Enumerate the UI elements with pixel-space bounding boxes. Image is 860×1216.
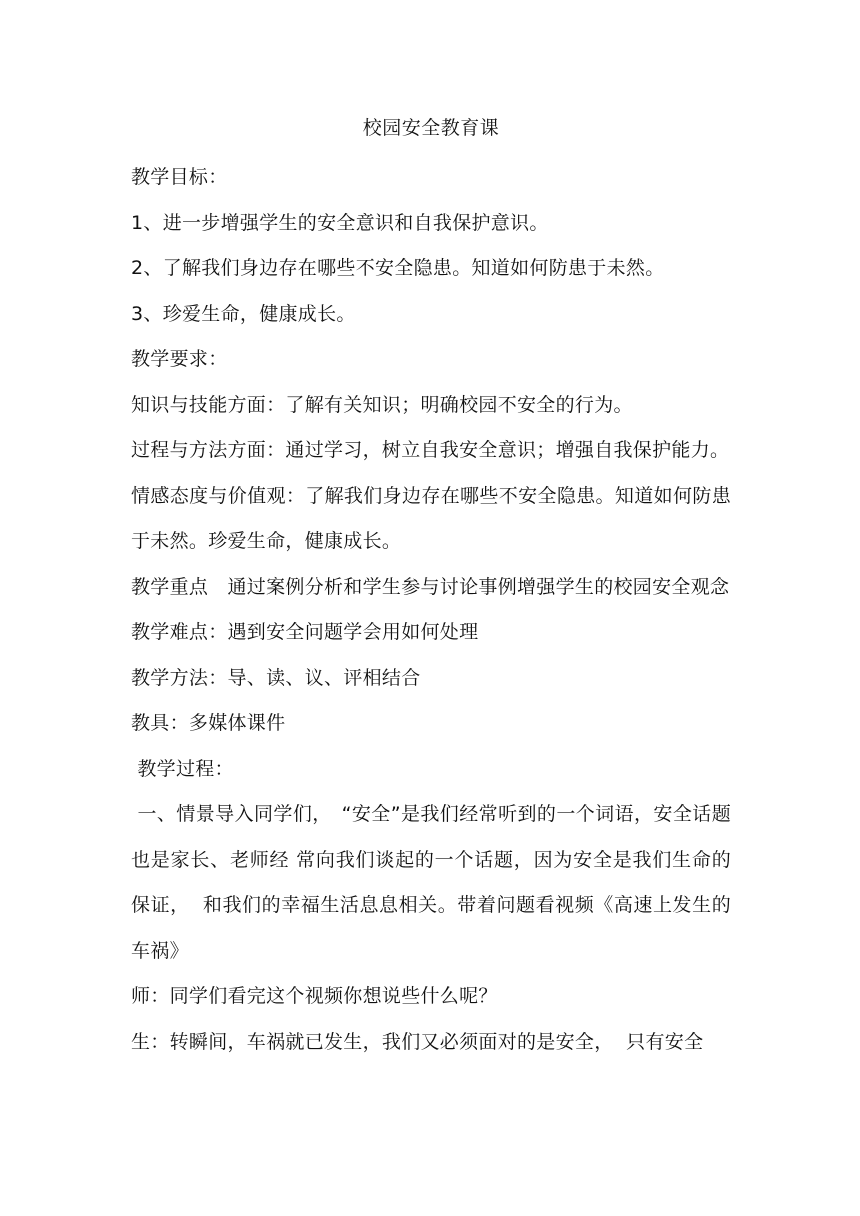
paragraph-goal-1: 1、进一步增强学生的安全意识和自我保护意识。 bbox=[131, 211, 549, 234]
paragraph-goal-3: 3、珍爱生命，健康成长。 bbox=[131, 302, 356, 325]
title-gap bbox=[131, 146, 731, 155]
paragraph-knowledge-skills: 知识与技能方面：了解有关知识；明确校园不安全的行为。 bbox=[131, 393, 633, 416]
document-title: 校园安全教育课 bbox=[362, 117, 500, 139]
paragraph-teacher-question: 师：同学们看完这个视频你想说些什么呢？ bbox=[131, 985, 498, 1007]
paragraph-student-answer: 生：转瞬间，车祸就已发生，我们又必须面对的是安全， 只有安全 bbox=[131, 1030, 704, 1053]
paragraph-process-methods: 过程与方法方面：通过学习，树立自我安全意识；增强自我保护能力。 bbox=[131, 439, 730, 461]
paragraph-teaching-aids: 教具：多媒体课件 bbox=[131, 712, 286, 734]
paragraph-emotion-values: 情感态度与价值观：了解我们身边存在哪些不安全隐患。知道如何防患于未然。珍爱生命，健康成长。 bbox=[131, 484, 731, 552]
paragraph-teaching-methods: 教学方法：导、读、议、评相结合 bbox=[131, 666, 421, 689]
paragraph-teaching-process-heading: 教学过程： bbox=[131, 757, 234, 780]
document-body bbox=[131, 110, 731, 1065]
paragraph-requirements-heading: 教学要求： bbox=[131, 348, 228, 370]
paragraph-difficulties: 教学难点：遇到安全问题学会用如何处理 bbox=[131, 621, 479, 643]
paragraph-goal-2: 2、了解我们身边存在哪些不安全隐患。知道如何防患于未然。 bbox=[131, 257, 665, 279]
paragraph-scenario-intro: 一、情景导入同学们， “安全”是我们经常听到的一个词语，安全话题也是家长、老师经 常向我们谈起的一个话题，因为安全是我们生命的保证， 和我们的幸福生活息息相关。带着问题看视频《高速上发生的车祸》 bbox=[131, 803, 731, 962]
paragraph-teaching-goals-heading: 教学目标： bbox=[131, 166, 228, 188]
paragraph-key-points: 教学重点 通过案例分析和学生参与讨论事例增强学生的校园安全观念 bbox=[131, 575, 730, 598]
